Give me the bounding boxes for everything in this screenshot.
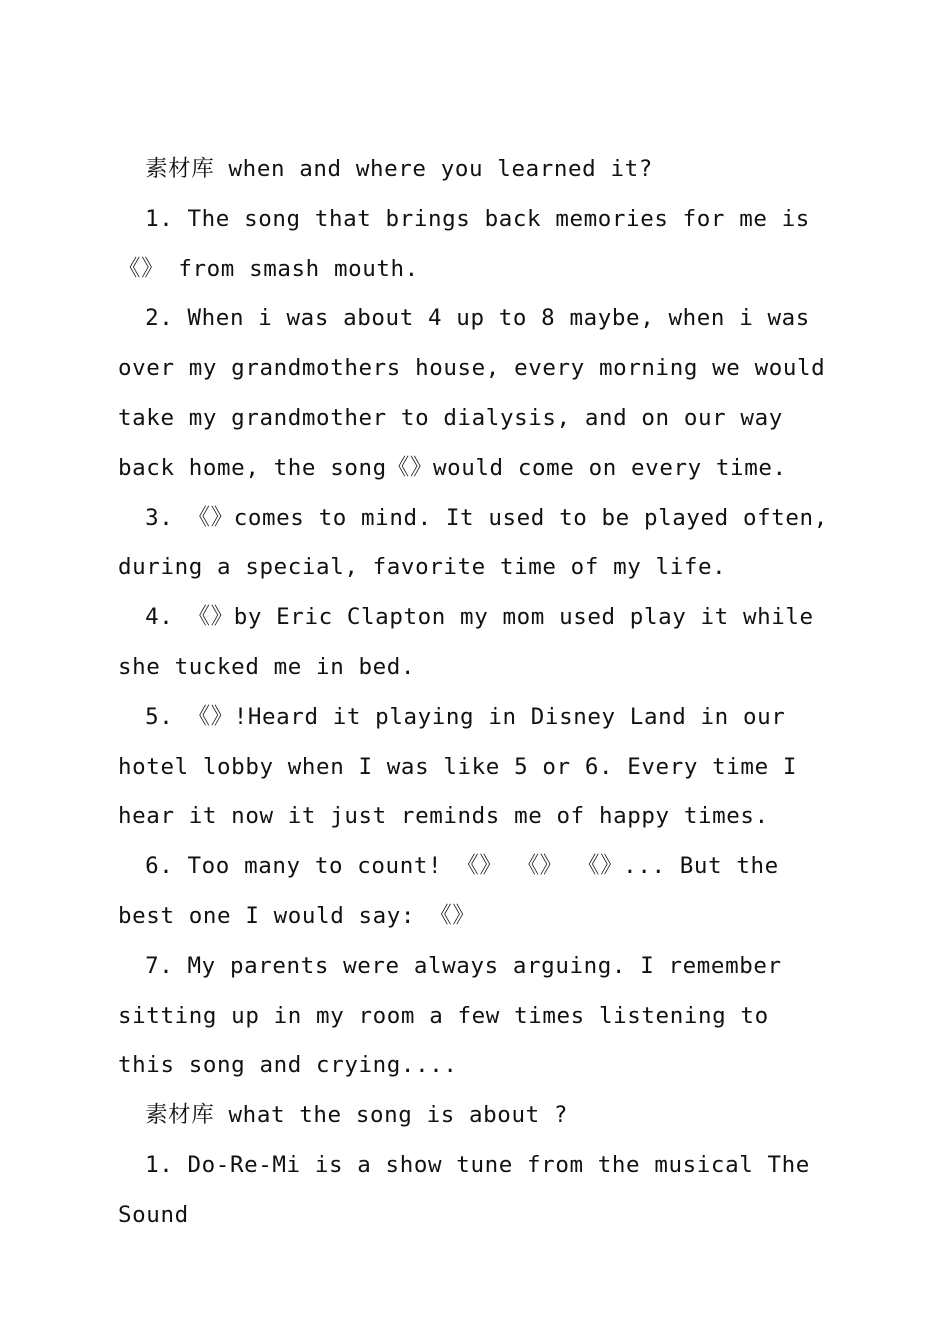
list-item: 4. 《》by Eric Clapton my mom used play it while she tucked me in bed.: [118, 604, 814, 680]
document-body: [118, 145, 838, 1241]
list-item: 6. Too many to count! 《》 《》 《》... But the best one I would say: 《》: [118, 853, 779, 929]
list-item: 1. Do-Re-Mi is a show tune from the musical The Sound: [118, 1151, 810, 1228]
section-heading-learned: 素材库 when and where you learned it?: [145, 156, 653, 182]
list-item: 7. My parents were always arguing. I remember sitting up in my room a few times listening to this song and crying....: [118, 952, 782, 1079]
section-heading-about: 素材库 what the song is about ?: [145, 1102, 569, 1129]
list-item: 5. 《》!Heard it playing in Disney Land in our hotel lobby when I was like 5 or 6. Every time I hear it now it just reminds me of happy times.: [118, 703, 798, 830]
list-item: 1. The song that brings back memories for me is 《》 from smash mouth.: [118, 205, 810, 282]
list-item: 3. 《》comes to mind. It used to be played often, during a special, favorite time of my life.: [118, 504, 828, 581]
list-item: 2. When i was about 4 up to 8 maybe, when i was over my grandmothers house, every morning we would take my grandmother to dialysis, and on our way back home, the song《》would come on every time.: [118, 305, 826, 481]
